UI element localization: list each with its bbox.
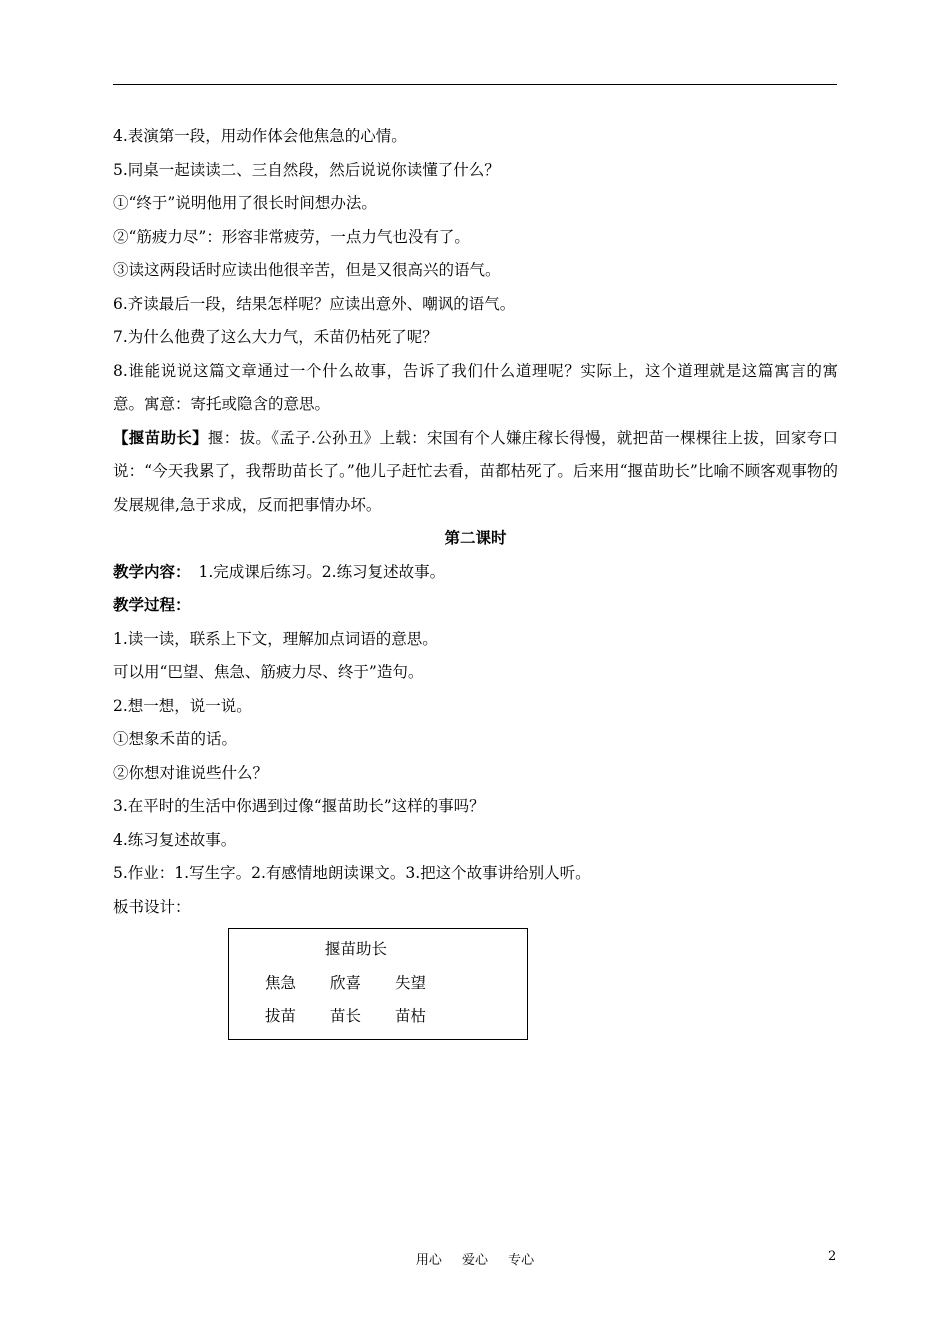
paragraph-8: 8.谁能说说这篇文章通过一个什么故事，告诉了我们什么道理呢？实际上，这个道理就是这篇寓言的寓意。寓意：寄托或隐含的意思。: [113, 361, 838, 413]
text-line: 可以用“巴望、焦急、筋疲力尽、终于”造句。: [113, 663, 424, 681]
blackboard-design: [228, 928, 528, 1040]
idiom-explanation: [113, 422, 838, 523]
text-line: 5.同桌一起读读二、三自然段，然后说说你读懂了什么？: [113, 160, 500, 179]
idiom-text: 揠：拔。《孟子.公孙丑》上载：宋国有个人嫌庄稼长得慢，就把苗一棵棵往上拔，回家夸口说：“今天我累了，我帮助苗长了。”他儿子赶忙去看，苗都枯死了。后来用“揠苗助长”比喻不顾客观事物的发展规律,急于求成，反而把事情办坏。: [113, 428, 838, 514]
text-line: 7.为什么他费了这么大力气，禾苗仍枯死了呢？: [113, 328, 438, 346]
board-word: 拔苗: [265, 1007, 297, 1025]
board-row: [265, 1004, 426, 1026]
text-line: ①想象禾苗的话。: [113, 730, 238, 748]
text-line: 5.作业：1.写生字。2.有感情地朗读课文。3.把这个故事讲给别人听。: [113, 864, 591, 882]
text-line: 板书设计：: [113, 897, 191, 916]
text-line: 2.想一想，说一说。: [113, 696, 252, 715]
board-title: 揠苗助长: [325, 940, 388, 958]
board-word: 苗长: [330, 1007, 362, 1025]
footer-word: 用心: [415, 1253, 442, 1268]
text-line: 4.练习复述故事。: [113, 830, 237, 849]
text-line: ①“终于”说明他用了很长时间想办法。: [113, 194, 377, 212]
page-body: [113, 120, 838, 924]
page-footer: [0, 1249, 950, 1268]
text-line: ②你想对谁说些什么？: [113, 763, 269, 782]
board-word: 失望: [395, 974, 427, 992]
text-line: 1.读一读，联系上下文，理解加点词语的意思。: [113, 629, 438, 648]
text-line: ③读这两段话时应读出他很辛苦，但是又很高兴的语气。: [113, 261, 501, 279]
board-word: 欣喜: [330, 974, 362, 992]
idiom-label: 【揠苗助长】: [113, 428, 208, 447]
process-label: 教学过程：: [113, 596, 191, 614]
text-line: 6.齐读最后一段，结果怎样呢？应读出意外、嘲讽的语气。: [113, 294, 516, 313]
content-text: 1.完成课后练习。2.练习复述故事。: [198, 562, 446, 581]
page-number: 2: [828, 1249, 837, 1264]
board-row: [265, 971, 426, 993]
footer-word: 爱心: [461, 1253, 488, 1268]
teaching-content: [113, 556, 838, 590]
board-word: 焦急: [265, 974, 297, 992]
board-word: 苗枯: [395, 1007, 427, 1025]
text-line: ②“筋疲力尽”：形容非常疲劳，一点力气也没有了。: [113, 227, 470, 246]
footer-word: 专心: [508, 1253, 535, 1268]
text-line: 4.表演第一段，用动作体会他焦急的心情。: [113, 127, 407, 145]
header-rule: [113, 84, 837, 85]
section-heading: 第二课时: [444, 529, 507, 547]
content-label: 教学内容：: [113, 562, 191, 581]
text-line: 3.在平时的生活中你遇到过像“揠苗助长”这样的事吗？: [113, 797, 485, 815]
